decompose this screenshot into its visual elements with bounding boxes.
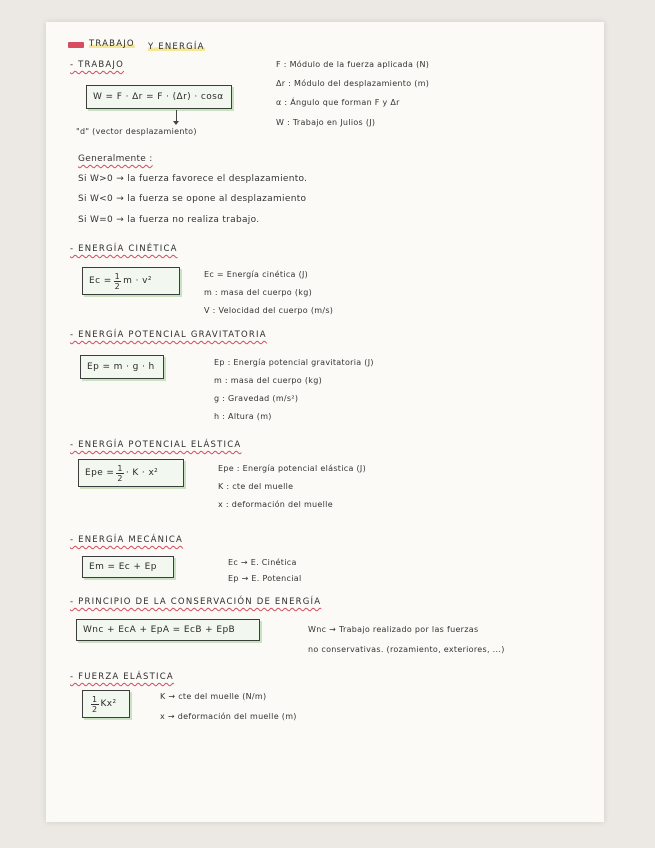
cinetica-legend-m: m : masa del cuerpo (kg) <box>204 288 312 297</box>
page-title-part2: Y ENERGÍA <box>148 42 205 52</box>
mecanica-legend-ec: Ec → E. Cinética <box>228 558 297 567</box>
cinetica-legend-ec: Ec = Energía cinética (J) <box>204 270 309 279</box>
section-heading-cinetica: - ENERGÍA CINÉTICA <box>70 244 178 254</box>
section-heading-fuerza-elas: - FUERZA ELÁSTICA <box>70 672 174 682</box>
cinetica-legend-v: V : Velocidad del cuerpo (m/s) <box>204 306 334 315</box>
formula-box-mecanica <box>82 556 174 578</box>
page-title-part1: TRABAJO <box>89 39 135 49</box>
formula-potencial-elas-rhs: · K · x² <box>125 468 159 478</box>
formula-cinetica-rhs: m · v² <box>123 276 152 286</box>
formula-box-conservacion <box>76 619 260 641</box>
section-heading-conservacion: - PRINCIPIO DE LA CONSERVACIÓN DE ENERGÍA <box>70 597 322 607</box>
potencial-elas-legend-k: K : cte del muelle <box>218 482 294 491</box>
section-heading-potencial-grav: - ENERGÍA POTENCIAL GRAVITATORIA <box>70 330 267 340</box>
notes-sheet <box>46 22 604 822</box>
potencial-elas-legend-epe: Epe : Energía potencial elástica (J) <box>218 464 366 473</box>
conservacion-legend-line1: Wnc → Trabajo realizado por las fuerzas <box>308 625 479 634</box>
formula-conservacion: Wnc + EcA + EpA = EcB + EpB <box>83 625 236 635</box>
generally-label: Generalmente : <box>78 154 153 164</box>
trabajo-case-positive: Si W>0 → la fuerza favorece el desplazamiento. <box>78 174 308 184</box>
trabajo-legend-f: F : Módulo de la fuerza aplicada (N) <box>276 60 430 69</box>
formula-potencial-elas-fraction: $\frac{1}{2}$ <box>117 463 123 483</box>
potencial-elas-legend-x: x : deformación del muelle <box>218 500 333 509</box>
fuerza-elas-legend-x: x → deformación del muelle (m) <box>160 712 297 721</box>
arrow-down-icon <box>176 110 177 122</box>
formula-fuerza-elas-rhs: Kx² <box>100 699 117 709</box>
formula-trabajo: W = F · Δr = F · (Δr) · cosα <box>93 92 224 102</box>
potencial-grav-legend-m: m : masa del cuerpo (kg) <box>214 376 322 385</box>
potencial-grav-legend-h: h : Altura (m) <box>214 412 272 421</box>
trabajo-note: "d" (vector desplazamiento) <box>76 127 197 136</box>
formula-potencial-elas-lhs: Epe = <box>85 468 115 478</box>
section-heading-trabajo: - TRABAJO <box>70 60 124 70</box>
trabajo-legend-dr: Δr : Módulo del desplazamiento (m) <box>276 79 430 88</box>
fuerza-elas-legend-k: K → cte del muelle (N/m) <box>160 692 267 701</box>
mecanica-legend-ep: Ep → E. Potencial <box>228 574 302 583</box>
formula-cinetica-lhs: Ec = <box>89 276 112 286</box>
trabajo-case-negative: Si W<0 → la fuerza se opone al desplazamiento <box>78 194 307 204</box>
formula-box-potencial-elas <box>78 459 184 487</box>
trabajo-legend-alpha: α : Ángulo que forman F y Δr <box>276 98 400 107</box>
formula-box-cinetica <box>82 267 180 295</box>
trabajo-legend-w: W : Trabajo en Julios (J) <box>276 118 376 127</box>
potencial-grav-legend-g: g : Gravedad (m/s²) <box>214 394 299 403</box>
conservacion-legend-line2: no conservativas. (rozamiento, exteriores, ...) <box>308 645 505 654</box>
formula-fuerza-elas-fraction: $\frac{1}{2}$ <box>92 694 98 714</box>
formula-box-potencial-grav <box>80 355 164 379</box>
formula-box-fuerza-elas <box>82 690 130 718</box>
section-heading-potencial-elas: - ENERGÍA POTENCIAL ELÁSTICA <box>70 440 242 450</box>
formula-box-trabajo <box>86 85 232 109</box>
title-marker <box>68 42 84 48</box>
formula-cinetica-fraction: $\frac{1}{2}$ <box>114 271 121 291</box>
trabajo-case-zero: Si W=0 → la fuerza no realiza trabajo. <box>78 215 260 225</box>
formula-potencial-grav: Ep = m · g · h <box>87 362 155 372</box>
section-heading-mecanica: - ENERGÍA MECÁNICA <box>70 535 184 545</box>
potencial-grav-legend-ep: Ep : Energía potencial gravitatoria (J) <box>214 358 374 367</box>
formula-mecanica: Em = Ec + Ep <box>89 562 157 572</box>
